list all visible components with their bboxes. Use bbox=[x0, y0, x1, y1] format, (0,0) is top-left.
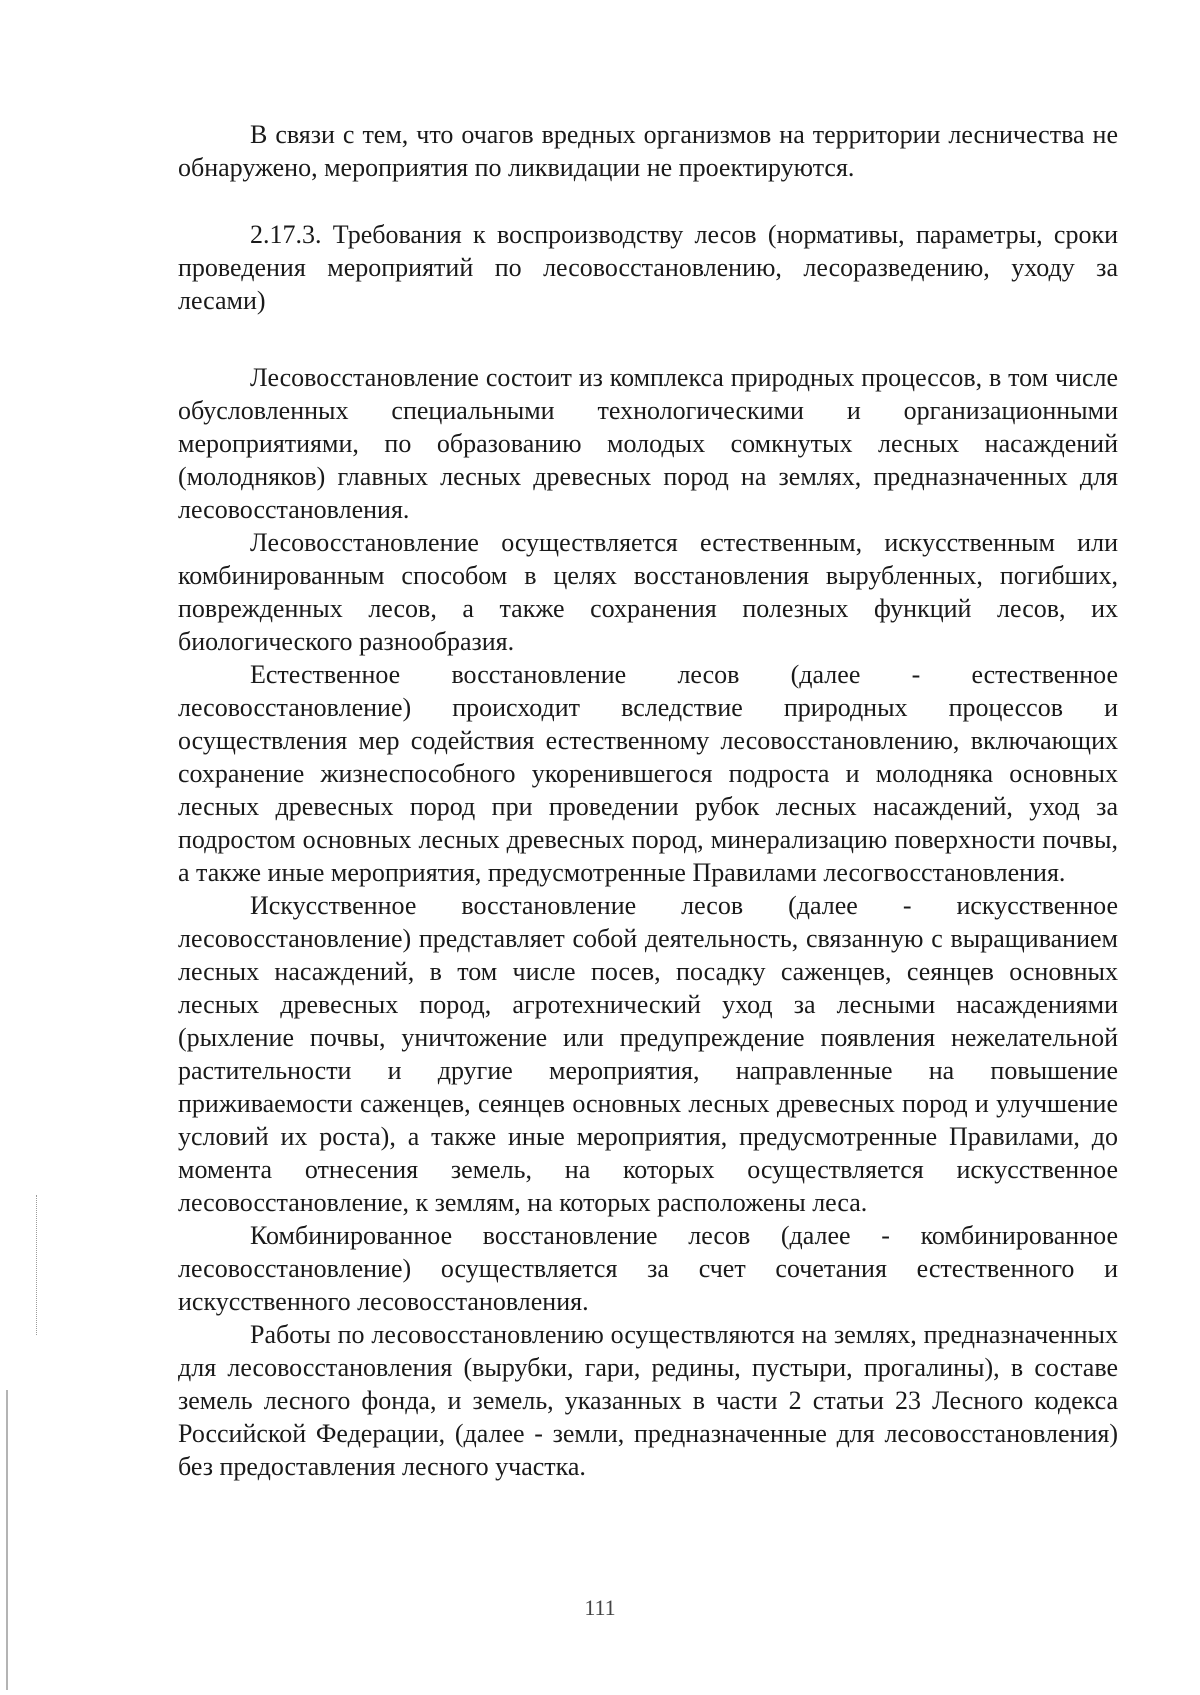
section-heading-2-17-3: 2.17.3. Требования к воспроизводству лесов (нормативы, параметры, сроки проведения мероприятий по лесовосстановлению, лесоразведению, уходу за лесами) bbox=[178, 220, 1118, 315]
paragraph-methods: Лесовосстановление осуществляется естественным, искусственным или комбинированным способом в целях восстановления вырубленных, погибших, поврежденных лесов, а также сохранения полезных функций лесов, их биологического разнообразия. bbox=[178, 528, 1118, 656]
paragraph-works: Работы по лесовосстановлению осуществляются на землях, предназначенных для лесовосстановления (вырубки, гари, редины, пустыри, прогалины), в составе земель лесного фонда, и земель, указанных в части 2 статьи 23 Лесного кодекса Российской Федерации, (далее - земли, предназначенные для лесовосстановления) без предоставления лесного участка. bbox=[178, 1320, 1118, 1481]
paragraph-artificial: Искусственное восстановление лесов (далее - искусственное лесовосстановление) представляет собой деятельность, связанную с выращиванием лесных насаждений, в том числе посев, посадку саженцев, сеянцев основных лесных древесных пород, агротехнический уход за лесными насаждениями (рыхление почвы, уничтожение или предупреждение появления нежелательной растительности и другие мероприятия, направленные на повышение приживаемости саженцев, сеянцев основных лесных древесных пород и улучшение условий их роста), а также иные мероприятия, предусмотренные Правилами, до момента отнесения земель, на которых осуществляется искусственное лесовосстановление, к землям, на которых расположены леса. bbox=[178, 891, 1118, 1217]
document-body bbox=[178, 118, 1118, 1483]
page-number: 111 bbox=[584, 1595, 616, 1620]
paragraph-definition: Лесовосстановление состоит из комплекса природных процессов, в том числе обусловленных специальными технологическими и организационными мероприятиями, по образованию молодых сомкнутых лесных насаждений (молодняков) главных лесных древесных пород на землях, предназначенных для лесовосстановления. bbox=[178, 363, 1118, 524]
paragraph-natural: Естественное восстановление лесов (далее - естественное лесовосстановление) происходит вследствие природных процессов и осуществления мер содействия естественному лесовосстановлению, включающих сохранение жизнеспособного укоренившегося подроста и молодняка основных лесных древесных пород при проведении рубок лесных насаждений, уход за подростом основных лесных древесных пород, минерализацию поверхности почвы, а также иные мероприятия, предусмотренные Правилами лесогвосстановления. bbox=[178, 660, 1118, 887]
paragraph-pests: В связи с тем, что очагов вредных организмов на территории лесничества не обнаружено, мероприятия по ликвидации не проектируются. bbox=[178, 120, 1118, 182]
paragraph-combined: Комбинированное восстановление лесов (далее - комбинированное лесовосстановление) осуществляется за счет сочетания естественного и искусственного лесовосстановления. bbox=[178, 1221, 1118, 1316]
scan-edge-artifact bbox=[6, 1390, 8, 1690]
scan-artifact bbox=[36, 1195, 38, 1335]
